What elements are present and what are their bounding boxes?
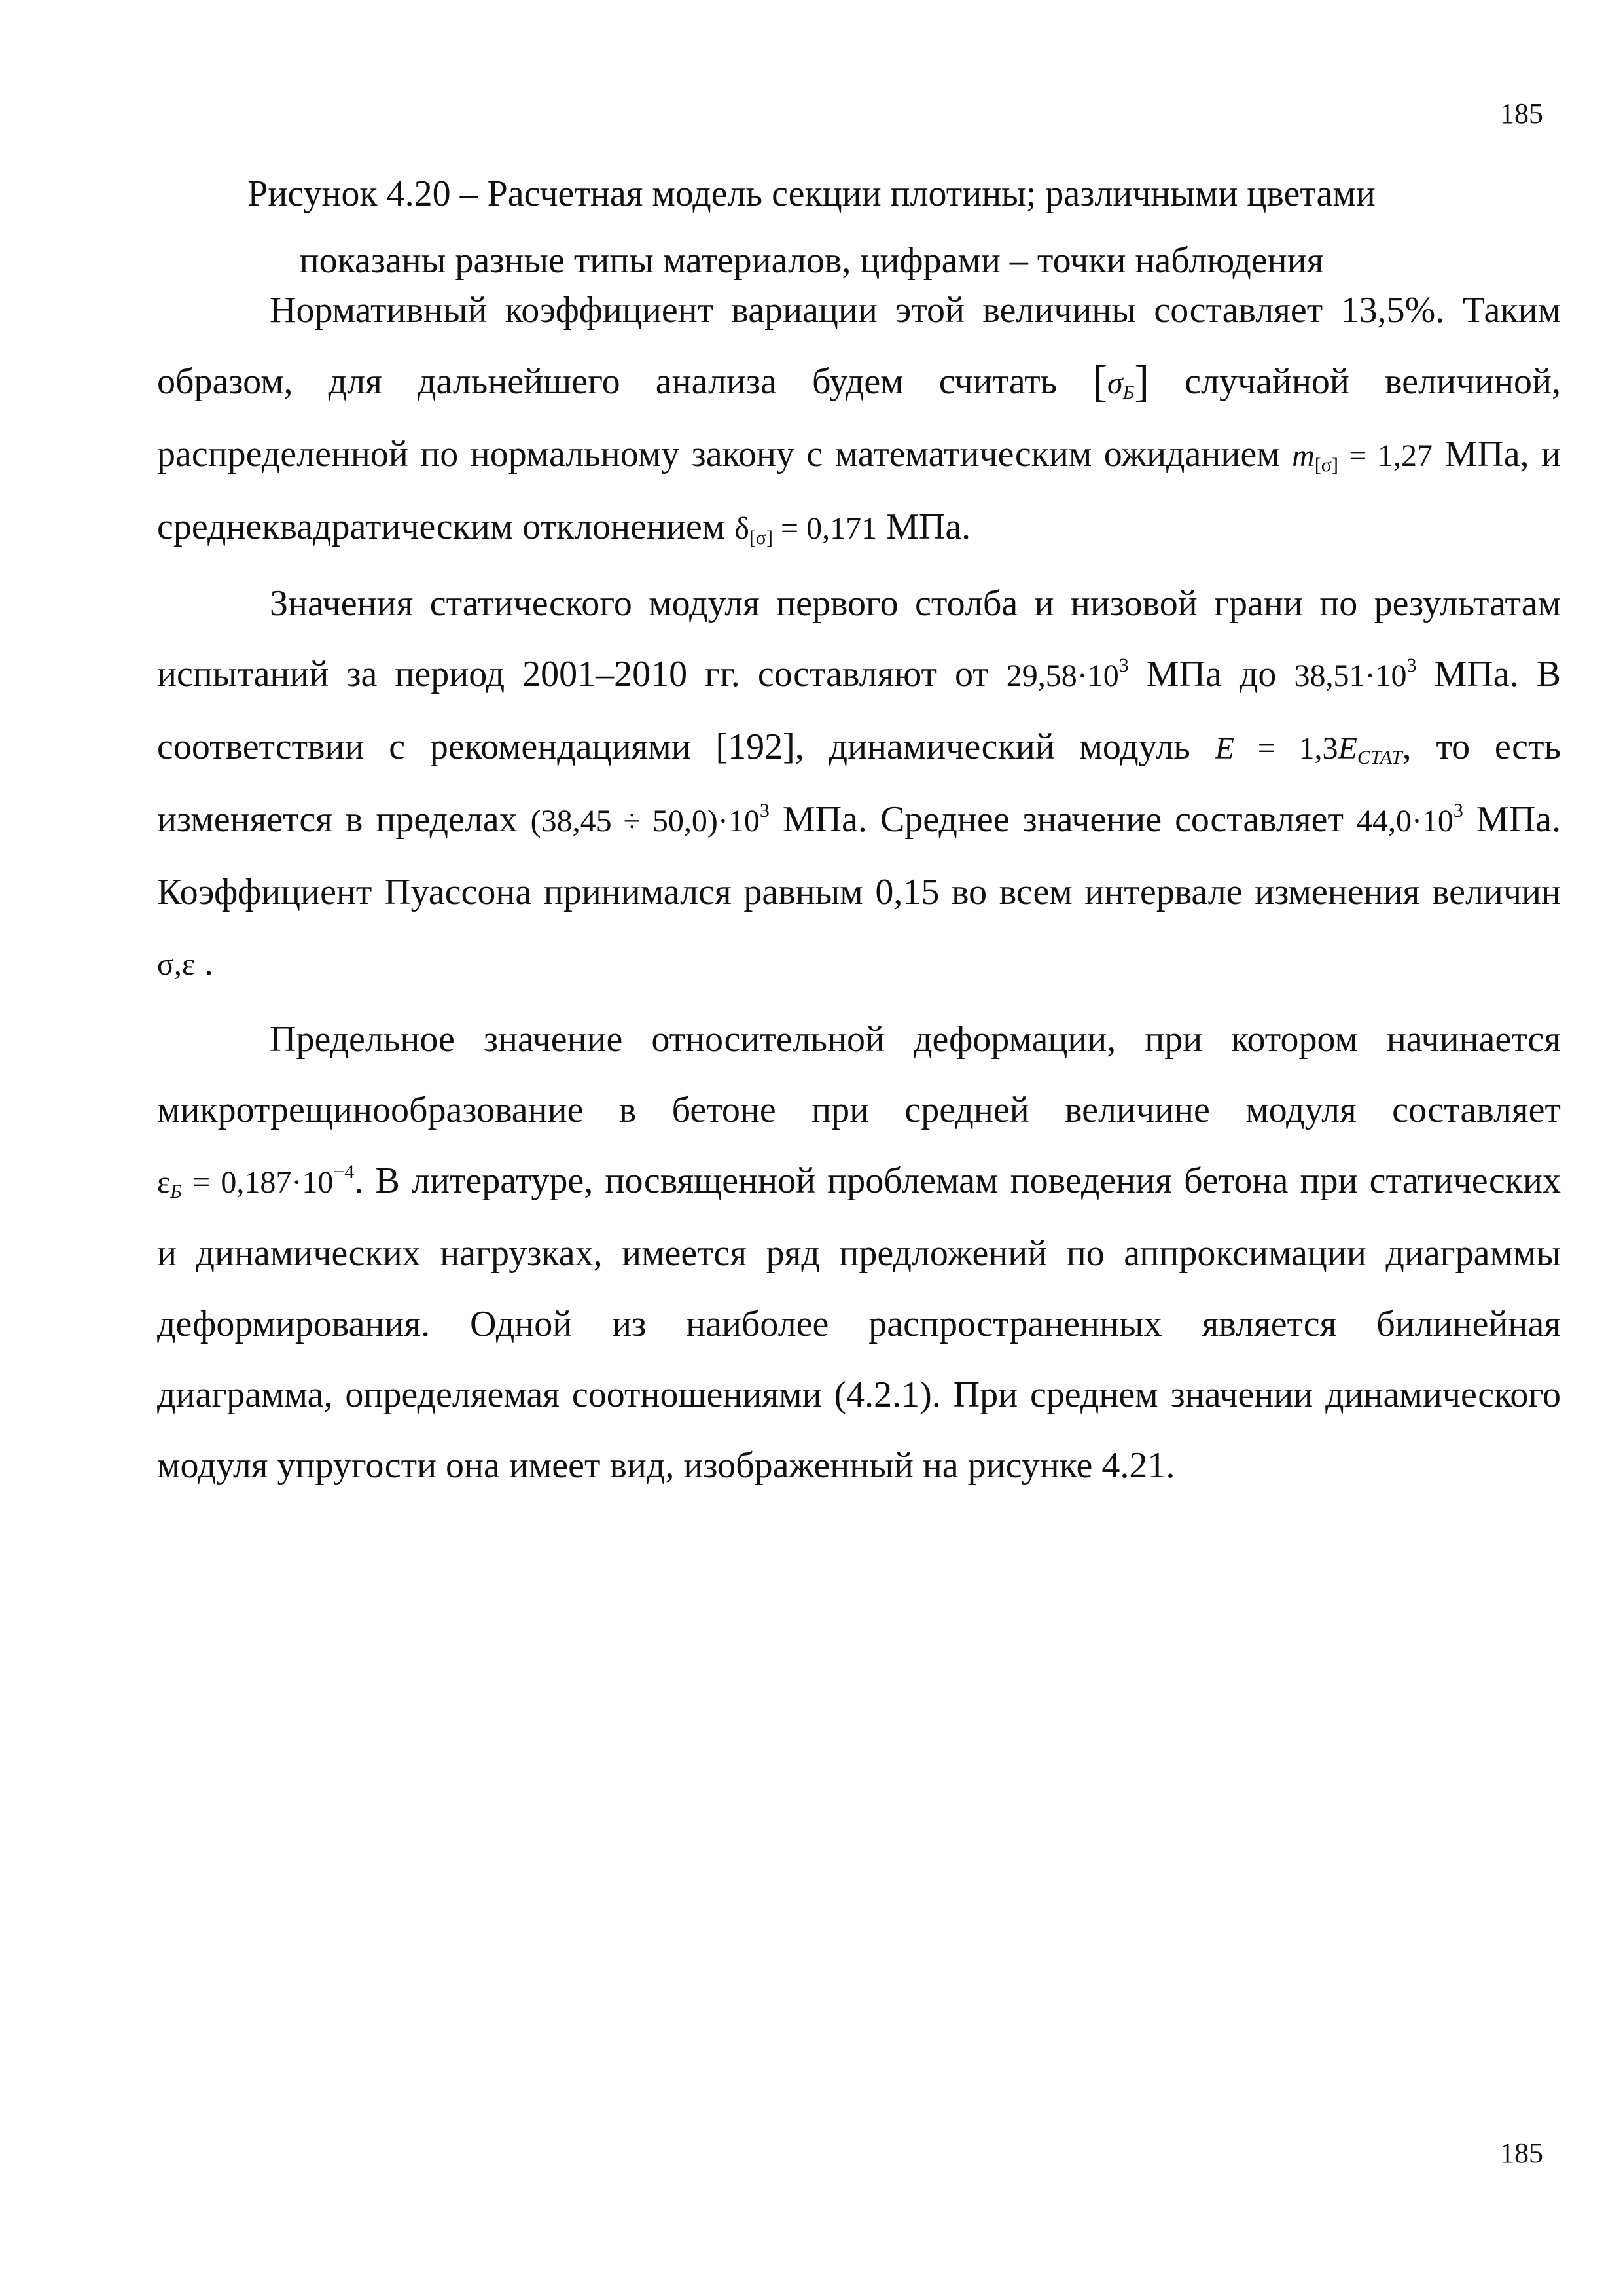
formula-eps-value: = 0,187·10	[181, 1165, 334, 1200]
para3-text-1: Предельное значение относительной деформации, при котором начинается микротрещинообразование в бетоне при средней величине модуля составляет	[157, 1019, 1561, 1130]
formula-e-symbol: E	[1215, 731, 1234, 766]
para2-text-7: .	[195, 942, 214, 983]
para2-text-3: МПа. В соответствии с рекомендациями [192], динамический модуль	[157, 654, 1561, 767]
paragraph-deformation	[157, 1004, 1561, 1501]
formula-modulus-min	[1006, 655, 1129, 693]
formula-eps-symbol: ε	[157, 1165, 171, 1200]
para2-text-4: , то есть изменяется в пределах	[157, 726, 1561, 840]
formula-e-coef: = 1,3	[1234, 731, 1338, 766]
formula-sigma-b-index: Б	[1122, 382, 1135, 403]
formula-eps-exp: −4	[333, 1161, 355, 1183]
para1-text-3: МПа, и среднеквадратическим отклонением	[157, 434, 1561, 547]
figure-caption-line-2: показаны разные типы материалов, цифрами – точки наблюдения	[299, 240, 1324, 281]
formula-mean	[1356, 800, 1463, 838]
para2-text-2: МПа до	[1128, 654, 1294, 694]
formula-modulus-max	[1294, 655, 1417, 693]
formula-e-stat-index: СТАТ	[1357, 747, 1402, 768]
para1-text-1: Нормативный коэффициент вариации этой величины составляет 13,5%. Таким образом, для дальнейшего анализа будем считать	[157, 290, 1561, 402]
body-text	[157, 275, 1561, 1501]
formula-m-symbol: m	[1292, 439, 1315, 473]
formula-range	[530, 800, 770, 838]
formula-delta-index: [σ]	[749, 527, 773, 548]
formula-modulus-max-exp: 3	[1406, 655, 1417, 676]
formula-mean-value: 44,0·10	[1356, 804, 1454, 838]
para1-text-2: случайной величиной, распределенной по нормальному закону с математическим ожиданием	[157, 361, 1561, 475]
formula-delta-value: = 0,171	[773, 511, 878, 546]
para2-text-6: МПа. Коэффициент Пуассона принимался равным 0,15 во всем интервале изменения величин	[157, 799, 1561, 912]
formula-eps-index: Б	[170, 1181, 182, 1202]
formula-m-index: [σ]	[1314, 454, 1338, 476]
formula-sigma-b: $[\sigma_Б]$	[1092, 356, 1150, 406]
formula-mean-exp: 3	[1453, 800, 1463, 821]
formula-expectation	[1292, 439, 1433, 476]
formula-range-value: (38,45 ÷ 50,0)·10	[530, 804, 760, 838]
formula-eps-b	[157, 1161, 355, 1202]
formula-delta-symbol: δ	[734, 511, 749, 546]
formula-modulus-min-value: 29,58·10	[1006, 658, 1119, 693]
formula-dynamic-modulus	[1215, 731, 1402, 766]
formula-range-exp: 3	[759, 800, 770, 821]
para2-text-1: Значения статического модуля первого столба и низовой грани по результатам испытаний за период 2001–2010 гг. составляют от	[157, 583, 1561, 694]
paragraph-variation	[157, 275, 1561, 564]
para1-text-4: МПа.	[877, 507, 971, 547]
page-number-bottom: 185	[1500, 2137, 1543, 2169]
formula-sigma-eps: σ,ε	[157, 947, 196, 982]
page-number-top: 185	[1500, 98, 1543, 130]
formula-sigma-b-symbol: σ	[1107, 366, 1123, 401]
formula-modulus-min-exp: 3	[1118, 655, 1129, 676]
para2-text-5: МПа. Среднее значение составляет	[769, 799, 1357, 840]
formula-e-stat-symbol: E	[1338, 731, 1357, 766]
figure-caption-line-1: Рисунок 4.20 – Расчетная модель секции плотины; различными цветами	[247, 173, 1376, 214]
formula-deviation	[734, 511, 877, 546]
paragraph-static-modulus	[157, 568, 1561, 1000]
formula-modulus-max-value: 38,51·10	[1294, 658, 1407, 693]
formula-m-value: = 1,27	[1338, 439, 1433, 473]
para3-text-2: . В литературе, посвященной проблемам поведения бетона при статических и динамических нагрузках, имеется ряд предложений по аппроксимации диаграммы деформирования. Одной из наиболее распространенных является билинейная диаграмма, определяемая соотношениями (4.2.1). При среднем значении динамического модуля упругости она имеет вид, изображенный на рисунке 4.21.	[157, 1160, 1561, 1486]
